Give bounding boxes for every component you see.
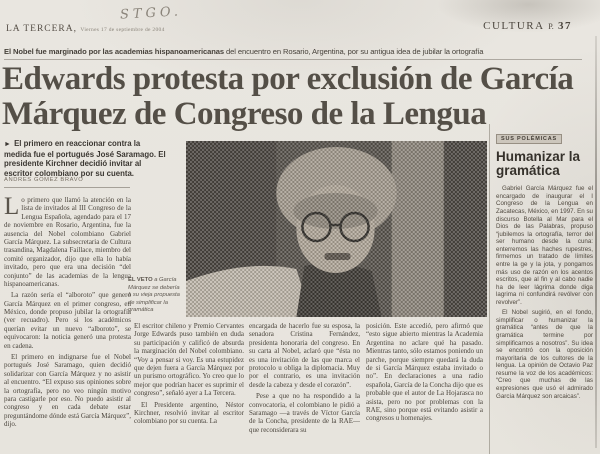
paper-date: Viernes 17 de septiembre de 2004 — [80, 27, 165, 33]
section-header — [483, 20, 572, 32]
caption-rest: a García Márquez se debería a su vieja propuesta de simplificar la gramática — [128, 277, 180, 314]
article-column-2 — [134, 322, 244, 452]
page-number: 37 — [558, 20, 572, 32]
drop-cap: L — [4, 196, 20, 220]
page-label: P. — [548, 22, 554, 31]
kicker-rest: del encuentro en Rosario, Argentina, por su antigua idea de jubilar la ortografía — [223, 47, 484, 56]
deck — [4, 139, 168, 179]
paragraph: La razón sería el “alboroto” que generó García Márquez en el primer congreso, en México, donde propuso jubilar la ortografía (ver recuadro). Pero si los académicos querían evitar un nuevo “alboroto”, se equivocaron: la noticia generó una protesta en cadena. — [4, 291, 131, 350]
article-column-1 — [4, 196, 131, 448]
paragraph: Pese a que no ha respondido a la convocatoria, el colombiano le pidió a Saramago —a través de Víctor García de la Concha, presidente de la RAE— que reconsiderara su — [249, 392, 360, 434]
paragraph: El escritor chileno y Premio Cervantes Jorge Edwards puso también en duda su participación y calificó de absurda la marginación del Nobel colombiano. “Voy a pensar si voy. Es una estupidez que dejen fuera a García Márquez por un purismo ortográfico. Yo creo que lo mejor que podrían hacer es suprimir el congreso”, señaló ayer a La Tercera. — [134, 322, 244, 398]
paragraph-text: o primero que llamó la atención en la lista de invitados al III Congreso de la Lengua Española, agendado para el 17 de noviembre en Rosario, Argentina, fue la ausencia del Nobel colombiano Gabriel García Márquez. La subsecretaria de Cultura trasandina, Magdalena Faillace, miembro del comité organizador, dijo que ella lo había invitado, pero que era una decisión “del conjunto” de las academias de la lengua hispanoamericanas. — [4, 196, 131, 288]
photo-caption — [128, 277, 183, 315]
page-edge-crease — [595, 36, 597, 448]
article-column-3 — [249, 322, 360, 452]
sidebar-body — [496, 185, 593, 400]
paragraph: encargada de hacerlo fue su esposa, la senadora Cristina Fernández, presidenta honoraria del congreso. En su carta al Nobel, aclaró que “ésta no es una invitación de las que marca el protocolo u obliga la diplomacia. Muy por el contrario, es una invitación desde la cabeza y desde el corazón”. — [249, 322, 360, 389]
deck-text: El primero en reaccionar contra la medida fue el portugués José Saramago. El presidente Kirchner decidió invitar al escritor colombiano por su cuenta. — [4, 139, 166, 179]
section-name: CULTURA — [483, 20, 544, 32]
paragraph: El primero en indignarse fue el Nobel portugués José Saramago, quien decidió solidarizar con García Márquez y no asistir al encuentro. “El expuso sus opiniones sobre la ortografía, pero no veo ningún motivo para castigarle por eso. No puedo asistir al congreso y en cada debate estar preguntándome dónde está García Márquez”, dijo. — [4, 353, 131, 429]
headline — [2, 62, 598, 132]
sidebar-paragraph: El Nobel sugirió, en el fondo, simplificar o humanizar la gramática “antes de que la gramática termine por simplificarnos a nosotros”. Su idea se encontró con la oposición mayoritaria de los cultores de la lengua. La opinión de Octavio Paz resume la voz de los académicos: “Creo que muchas de las expresiones que usó el admirado García Márquez son arcaicas”. — [496, 309, 593, 400]
article-column-4 — [366, 322, 483, 452]
paragraph — [4, 196, 131, 288]
halftone-portrait — [186, 141, 487, 317]
handwritten-note: STGO. — [119, 4, 183, 23]
paragraph: posición. Este accedió, pero afirmó que “esto sigue abierto mientras la Academia Argentina no aclare qué ha pasado. Mientras tanto, sólo estamos poniendo un parche, porque siempre quedará la duda de si García Márquez estaba invitado o no”. En declaraciones a una radio española, García de la Concha dijo que es probable que el autor de La Hojarasca no asista, pero no por problemas con la RAE, sino porque está evitando asistir a congresos u homenajes. — [366, 322, 483, 423]
sidebar-tag: SUS POLÉMICAS — [496, 134, 562, 144]
sidebar-paragraph: Gabriel García Márquez fue el encargado de inaugurar el I Congreso de la Lengua en Zacatecas, México, en 1997. En su discurso Botella al Mar para el Dios de las Palabras, propuso “jubilemos la ortografía, terror del ser humano desde la cuna: enterremos las haches rupestres, firmemos un tratado de límites entre la ge y la jota, y pongamos más uso de razón en los acentos escritos, que al fin y al cabo nadie ha de leer lágrima donde diga lagrima ni confundirá revólver con revolver”. — [496, 185, 593, 306]
sidebar-box — [489, 124, 598, 454]
paper-name — [6, 24, 165, 34]
headline-line1: Edwards protesta por exclusión de García — [2, 61, 574, 97]
byline: ANDRES GOMEZ BRAVO — [4, 177, 130, 188]
sidebar-title: Humanizar la gramática — [496, 149, 581, 179]
headline-line2: Márquez de Congreso de la Lengua — [2, 95, 487, 132]
kicker-bold: El Nobel fue marginado por las academias hispanoamericanas — [4, 47, 224, 56]
article-photo — [186, 141, 487, 317]
deck-bullet-icon: ► — [4, 141, 11, 148]
kicker — [4, 47, 582, 60]
paragraph: El Presidente argentino, Néstor Kirchner, resolvió invitar al escritor colombiano por su cuenta. La — [134, 400, 244, 426]
paper-title: LA TERCERA, — [6, 24, 77, 34]
caption-lead: EL VETO — [128, 277, 153, 283]
